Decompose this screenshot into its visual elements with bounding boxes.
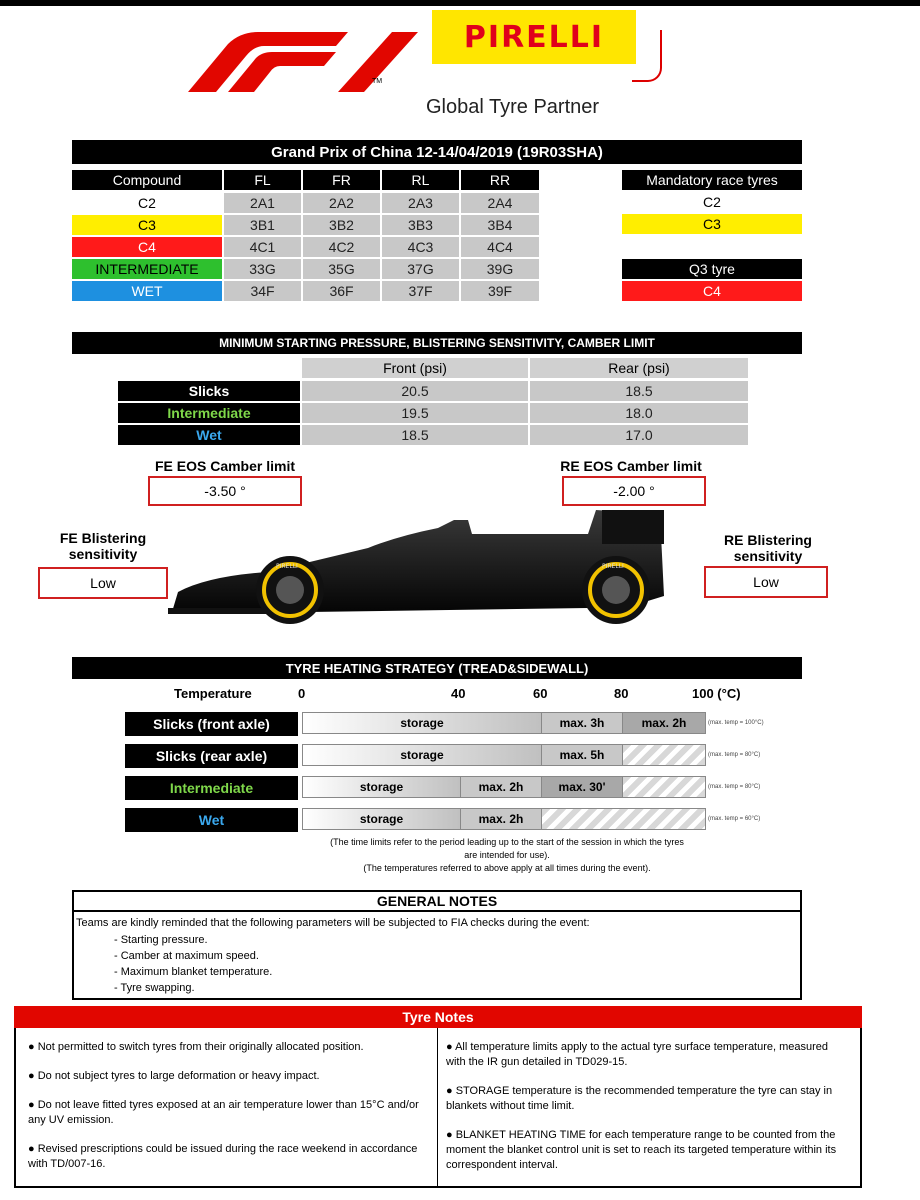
pressure-front-header: Front (psi)	[302, 358, 528, 378]
heating-segment: max. 2h	[461, 777, 542, 797]
compound-name: C4	[72, 237, 222, 257]
rear-wing	[602, 510, 664, 544]
compound-code-cell: 36F	[303, 281, 380, 301]
compound-name: C3	[72, 215, 222, 235]
tyre-note-item: ● Do not subject tyres to large deformation or heavy impact.	[28, 1070, 320, 1082]
general-notes-item: - Starting pressure.	[114, 934, 208, 946]
partner-title: Global Tyre Partner	[426, 96, 600, 118]
pressure-title: MINIMUM STARTING PRESSURE, BLISTERING SENSITIVITY, CAMBER LIMIT	[72, 332, 802, 354]
fe-camber-value: -3.50 °	[148, 476, 302, 506]
compound-header-cell: RL	[382, 170, 459, 190]
temp-tick-0: 0	[298, 686, 306, 701]
heating-segment-unused	[542, 809, 705, 829]
compound-header-cell: FR	[303, 170, 380, 190]
heating-row-label: Slicks (front axle)	[125, 712, 298, 736]
heating-segment: max. 3h	[542, 713, 623, 733]
q3-title: Q3 tyre	[622, 259, 802, 279]
heating-title: TYRE HEATING STRATEGY (TREAD&SIDEWALL)	[72, 657, 802, 679]
pressure-front-value: 20.5	[302, 381, 528, 401]
compound-code-cell: 4C1	[224, 237, 301, 257]
compound-header-cell: FL	[224, 170, 301, 190]
compound-code-cell: 37F	[382, 281, 459, 301]
compound-code-cell: 33G	[224, 259, 301, 279]
pirelli-logo: PIRELLI	[463, 19, 605, 55]
temp-tick-40: 40	[451, 686, 466, 701]
fe-blistering-value: Low	[38, 567, 168, 599]
compound-code-cell: 2A2	[303, 193, 380, 213]
rear-tyre-brand: PIRELLI	[602, 563, 624, 570]
heating-row-label: Slicks (rear axle)	[125, 744, 298, 768]
trademark-mark: TM	[372, 78, 383, 85]
heating-segment-unused	[623, 777, 705, 797]
compound-code-cell: 3B2	[303, 215, 380, 235]
compound-code-cell: 34F	[224, 281, 301, 301]
top-border	[0, 0, 920, 6]
general-notes-title: GENERAL NOTES	[72, 890, 802, 912]
pressure-row-label: Wet	[118, 425, 300, 445]
compound-name: INTERMEDIATE	[72, 259, 222, 279]
compound-name: C2	[72, 193, 222, 213]
fe-camber-label: FE EOS Camber limit	[154, 458, 296, 474]
general-notes-item: - Tyre swapping.	[114, 982, 195, 994]
heating-bar-wet	[302, 808, 706, 830]
re-blistering-value: Low	[704, 566, 828, 598]
compound-code-cell: 35G	[303, 259, 380, 279]
fe-blistering-label: FE Blistering sensitivity	[59, 530, 147, 562]
heating-bar-slicks-rear	[302, 744, 706, 766]
heating-bar-slicks-front	[302, 712, 706, 734]
tyre-note-item: ● Not permitted to switch tyres from their originally allocated position.	[28, 1041, 364, 1053]
mandatory-tyre-1: C2	[622, 192, 802, 212]
heating-segment: storage	[303, 745, 542, 765]
compound-header-cell: RR	[461, 170, 539, 190]
tyre-note-item: ● Do not leave fitted tyres exposed at an air temperature lower than 15°C and/or any UV emission.	[28, 1099, 419, 1126]
heating-footnote	[302, 836, 712, 875]
tyre-note-item: ● STORAGE temperature is the recommended temperature the tyre can stay in blankets without time limit.	[446, 1085, 833, 1112]
event-title: Grand Prix of China 12-14/04/2019 (19R03SHA)	[72, 140, 802, 164]
heating-segment: storage	[303, 713, 542, 733]
tyre-notes-divider	[437, 1028, 438, 1188]
heating-segment: max. 5h	[542, 745, 623, 765]
compound-code-cell: 37G	[382, 259, 459, 279]
heating-footnote-line: are intended for use).	[464, 850, 550, 860]
pressure-front-value: 18.5	[302, 425, 528, 445]
heating-row-label: Intermediate	[125, 776, 298, 800]
f1-car-illustration	[168, 508, 668, 626]
tyre-notes-title: Tyre Notes	[14, 1006, 862, 1028]
pirelli-logo-curve	[632, 30, 662, 82]
compound-code-cell: 3B1	[224, 215, 301, 235]
tyre-note-item: ● Revised prescriptions could be issued during the race weekend in accordance with TD/007-16.	[28, 1143, 418, 1170]
heating-bar-intermediate	[302, 776, 706, 798]
tyre-notes-left	[28, 1040, 428, 1172]
heating-footnote-line: (The temperatures referred to above apply at all times during the event).	[363, 863, 651, 873]
pressure-row-label: Slicks	[118, 381, 300, 401]
tyre-note-item: ● All temperature limits apply to the actual tyre surface temperature, measured with the IR gun detailed in TD029-15.	[446, 1041, 829, 1068]
f1-logo	[188, 30, 418, 92]
pressure-row-label: Intermediate	[118, 403, 300, 423]
compound-name: WET	[72, 281, 222, 301]
compound-code-cell: 2A3	[382, 193, 459, 213]
compound-code-cell: 3B4	[461, 215, 539, 235]
compound-code-cell: 39G	[461, 259, 539, 279]
compound-code-cell: 4C4	[461, 237, 539, 257]
compound-header-cell: Compound	[72, 170, 222, 190]
heating-row-note: (max. temp = 80°C)	[708, 784, 761, 790]
compound-code-cell: 2A1	[224, 193, 301, 213]
temperature-label: Temperature	[174, 686, 252, 701]
q3-tyre: C4	[622, 281, 802, 301]
compound-code-cell: 39F	[461, 281, 539, 301]
pressure-rear-value: 18.5	[530, 381, 748, 401]
pressure-rear-header: Rear (psi)	[530, 358, 748, 378]
re-camber-value: -2.00 °	[562, 476, 706, 506]
compound-code-cell: 4C2	[303, 237, 380, 257]
tyre-notes-right	[446, 1040, 846, 1173]
compound-code-cell: 2A4	[461, 193, 539, 213]
mandatory-title: Mandatory race tyres	[622, 170, 802, 190]
heating-row-note: (max. temp = 100°C)	[708, 720, 764, 726]
heating-row-note: (max. temp = 60°C)	[708, 816, 761, 822]
temp-tick-100: 100 (°C)	[692, 686, 741, 701]
general-notes-list	[114, 932, 272, 996]
pressure-rear-value: 18.0	[530, 403, 748, 423]
pressure-rear-value: 17.0	[530, 425, 748, 445]
compound-code-cell: 3B3	[382, 215, 459, 235]
general-notes-item: - Maximum blanket temperature.	[114, 966, 273, 978]
temp-tick-60: 60	[533, 686, 548, 701]
front-tyre-brand: PIRELLI	[276, 563, 298, 570]
pressure-front-value: 19.5	[302, 403, 528, 423]
mandatory-tyre-2: C3	[622, 214, 802, 234]
heating-segment: max. 2h	[623, 713, 705, 733]
heating-segment: storage	[303, 777, 461, 797]
tyre-note-item: ● BLANKET HEATING TIME for each temperature range to be counted from the moment the blanket control unit is set to reach its targeted temperature within its correspondent interval.	[446, 1129, 837, 1171]
general-notes-item: - Camber at maximum speed.	[114, 950, 259, 962]
heating-segment: storage	[303, 809, 461, 829]
re-camber-label: RE EOS Camber limit	[560, 458, 702, 474]
heating-segment: max. 30'	[542, 777, 623, 797]
heating-segment: max. 2h	[461, 809, 542, 829]
heating-row-note: (max. temp = 80°C)	[708, 752, 761, 758]
heating-segment-unused	[623, 745, 705, 765]
re-blistering-label: RE Blistering sensitivity	[724, 532, 812, 564]
compound-code-cell: 4C3	[382, 237, 459, 257]
heating-footnote-line: (The time limits refer to the period leading up to the start of the session in which the tyres	[330, 837, 684, 847]
heating-row-label: Wet	[125, 808, 298, 832]
temp-tick-80: 80	[614, 686, 629, 701]
general-notes-intro: Teams are kindly reminded that the following parameters will be subjected to FIA checks during the event:	[76, 917, 590, 929]
